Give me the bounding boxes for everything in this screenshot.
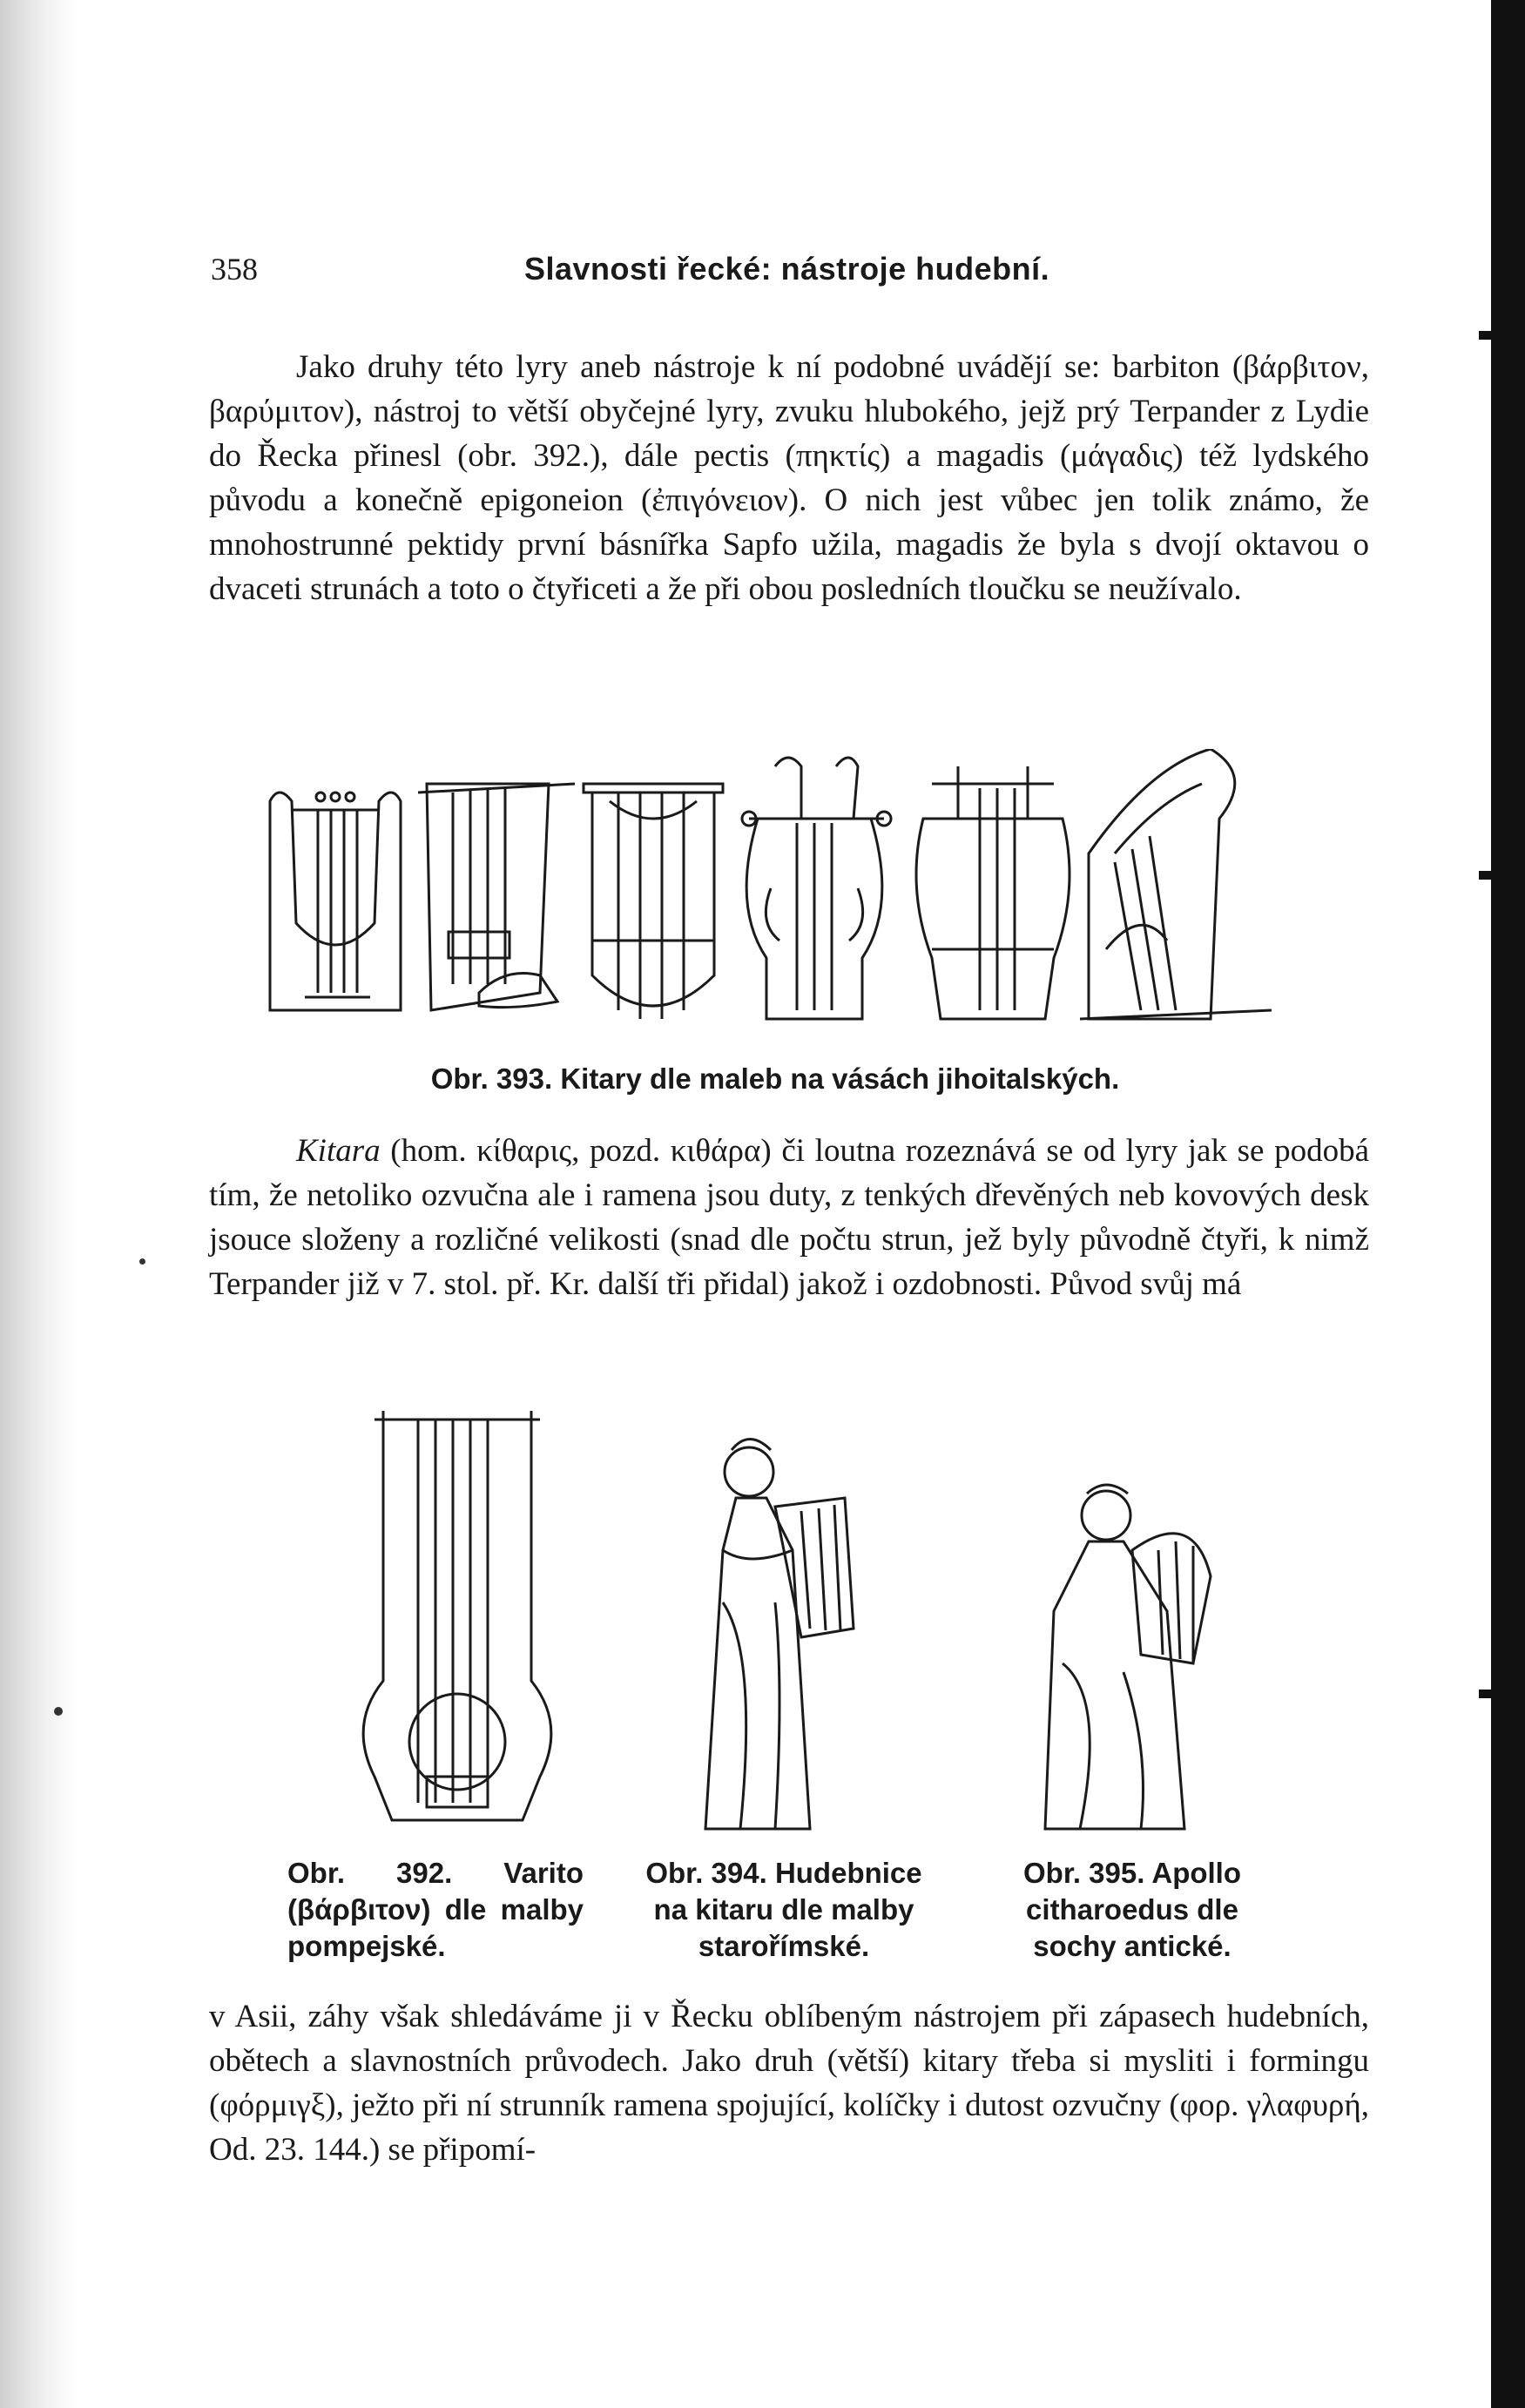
kithara-1-illustration (270, 793, 401, 1010)
figure-394-caption: Obr. 394. Hudebnice na kitaru dle malby starořímské. (645, 1857, 922, 1962)
musician-illustration (705, 1440, 854, 1830)
scan-edge-right (1491, 0, 1525, 2408)
scan-speck (54, 1707, 63, 1716)
figure-395-apollo (1019, 1472, 1245, 1838)
paragraph-lyre-types (209, 345, 1369, 611)
kithara-3-illustration (584, 784, 723, 1019)
paragraph-kithara-text: (hom. κίθαρις, pozd. κιθάρα) či loutna rozeznává se od lyry jak se podobá tím, že netoliko ozvučna ale i ramena jsou duty, z tenkých dřevěných neb kovových desk jsouce složeny a rozličné velikosti (snad dle počtu strun, jež byly původně čtyři, k nimž Terpander již v 7. stol. př. Kr. další tři přidal) jakož i ozdobnosti. Původ svůj má (209, 1133, 1369, 1302)
barbiton-illustration (363, 1411, 551, 1820)
paragraph-kithara (209, 1129, 1369, 1306)
kithara-2-illustration (418, 784, 575, 1010)
paragraph-kithara-origin-text: v Asii, záhy však shledáváme ji v Řecku oblíbeným nástrojem při zápasech hudebních, obětech a slavnostních průvodech. Jako druh (větší) kitary třeba si mysliti i formingu (φόρμιγξ), ježto při ní strunník ramena spojující, kolíčky i dutost ozvučny (φορ. γλαφυρή, Od. 23. 144.) se připomí- (209, 1999, 1369, 2168)
figure-392-caption: Obr. 392. Varito (βάρβιτον) dle malby pompejské. (287, 1857, 584, 1962)
paragraph-kithara-origin (209, 1994, 1369, 2172)
paragraph-lyre-types-text: Jako druhy této lyry aneb nástroje k ní podobné uvádějí se: barbiton (βάρβιτον, βαρύμιτον), nástroj to větší obyčejné lyry, zvuku hlubokého, jejž prý Terpander z Lydie do Řecka přinesl (obr. 392.), dále pectis (πηκτίς) a magadis (μάγαδις) též lydského původu a konečně epigoneion (ἐπιγόνειον). O nich jest vůbec jen tolik známo, že mnohostrunné pektidy první básnířka Sapfo užila, magadis že byla s dvojí oktavou o dvaceti strunách a toto o čtyřiceti a že při obou posledních tloučku se neužívalo. (209, 349, 1369, 607)
kithara-5-illustration (916, 766, 1070, 1019)
term-kitara: Kitara (296, 1133, 381, 1169)
running-title: Slavnosti řecké: nástroje hudební. (524, 251, 1050, 287)
figure-395-caption: Obr. 395. Apollo citharoedus dle sochy antické. (1023, 1857, 1241, 1962)
kithara-6-illustration (1080, 749, 1272, 1019)
figure-394-musician (671, 1428, 897, 1838)
figure-393-kitharas (244, 749, 1333, 1036)
apollo-illustration (1045, 1485, 1211, 1829)
kithara-4-illustration (742, 758, 891, 1019)
page-number: 358 (211, 252, 258, 287)
figure-393-caption: Obr. 393. Kitary dle maleb na vásách jihoitalských. (430, 1062, 1120, 1095)
scan-speck (139, 1258, 145, 1265)
figure-392-barbiton (340, 1393, 575, 1838)
running-head (211, 251, 1369, 294)
